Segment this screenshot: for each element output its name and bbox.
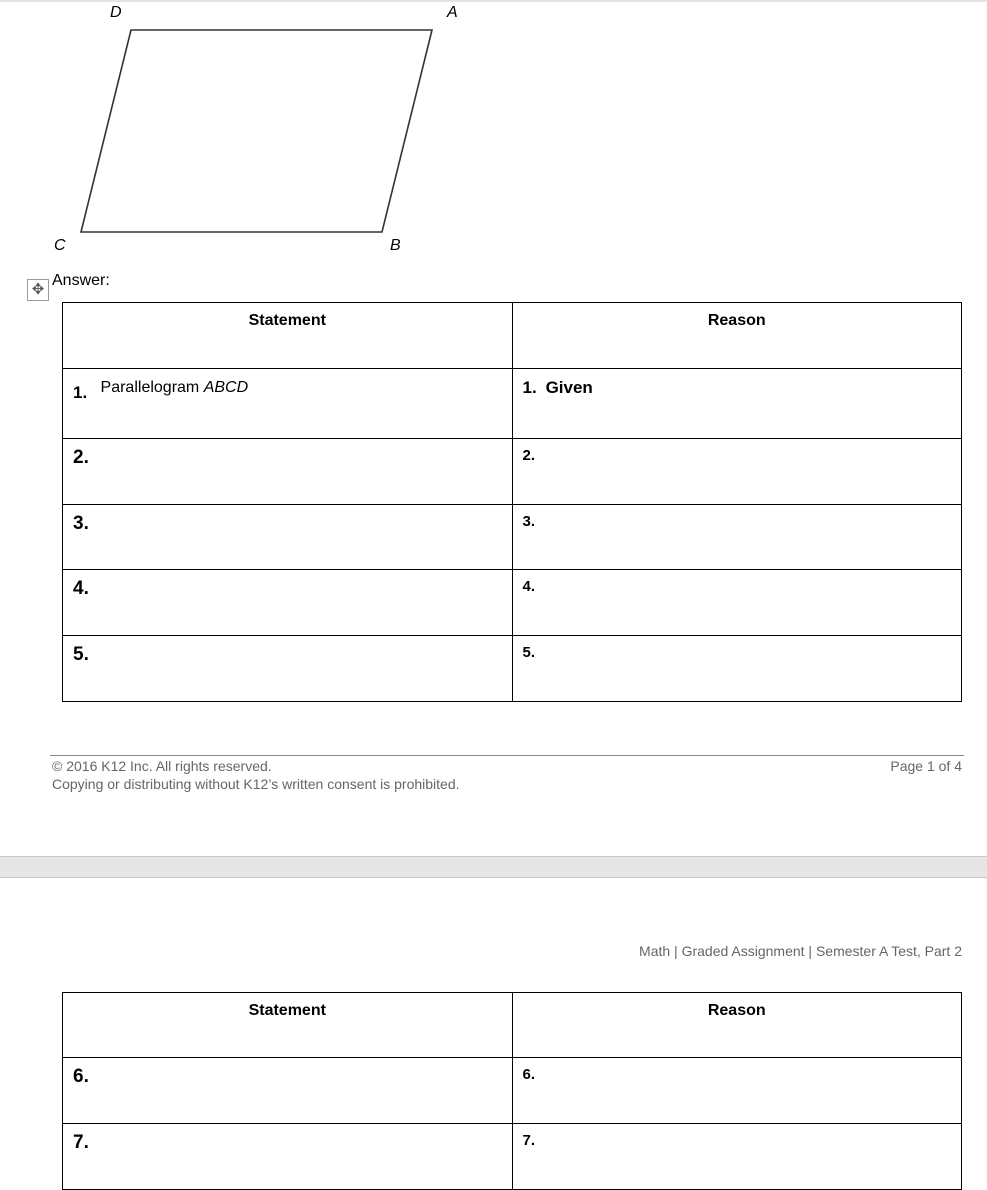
row-number: 4. bbox=[73, 578, 89, 599]
answer-label: Answer: bbox=[52, 272, 110, 289]
vertex-label-d: D bbox=[110, 4, 122, 21]
vertex-label-b: B bbox=[390, 237, 401, 254]
reason-number: 3. bbox=[522, 513, 536, 530]
statement-cell[interactable] bbox=[63, 505, 513, 570]
row-number: 2. bbox=[73, 447, 89, 468]
table-move-handle-icon[interactable]: ✥ bbox=[27, 279, 49, 301]
row-number: 3. bbox=[73, 513, 89, 534]
reason-cell[interactable] bbox=[512, 1124, 962, 1190]
proof-table-1 bbox=[62, 302, 962, 702]
reason-number: 2. bbox=[522, 447, 536, 464]
statement-cell[interactable] bbox=[63, 636, 513, 702]
header-statement: Statement bbox=[63, 993, 513, 1058]
header-reason: Reason bbox=[512, 993, 962, 1058]
footer-notice: Copying or distributing without K12’s written consent is prohibited. bbox=[52, 776, 460, 792]
reason-cell[interactable] bbox=[512, 439, 962, 505]
header-reason: Reason bbox=[512, 303, 962, 369]
reason-number: 5. bbox=[522, 644, 536, 661]
reason-number: 7. bbox=[522, 1132, 536, 1149]
reason-cell[interactable] bbox=[512, 570, 962, 636]
statement-cell[interactable] bbox=[63, 1058, 513, 1124]
statement-cell[interactable] bbox=[63, 439, 513, 505]
page-number: Page 1 of 4 bbox=[890, 758, 962, 774]
vertex-label-c: C bbox=[54, 237, 66, 254]
parallelogram-figure bbox=[0, 0, 500, 260]
footer-copyright: © 2016 K12 Inc. All rights reserved. bbox=[52, 758, 272, 774]
statement-cell[interactable] bbox=[63, 570, 513, 636]
reason-number: 6. bbox=[522, 1066, 536, 1083]
row-number: 1. bbox=[73, 383, 88, 402]
row-number: 5. bbox=[73, 644, 89, 665]
header-statement: Statement bbox=[63, 303, 513, 369]
reason-cell[interactable] bbox=[512, 369, 962, 439]
parallelogram-shape bbox=[81, 30, 432, 232]
reason-cell[interactable] bbox=[512, 1058, 962, 1124]
page-header: Math | Graded Assignment | Semester A Test, Part 2 bbox=[639, 943, 962, 959]
row-number: 7. bbox=[73, 1132, 89, 1153]
footer-divider bbox=[50, 755, 964, 756]
page-break bbox=[0, 856, 987, 878]
reason-number: 1. bbox=[522, 378, 537, 397]
statement-italic: ABCD bbox=[203, 379, 249, 396]
vertex-label-a: A bbox=[447, 4, 458, 21]
row-number: 6. bbox=[73, 1066, 89, 1087]
reason-number: 4. bbox=[522, 578, 536, 595]
proof-table-2 bbox=[62, 992, 962, 1190]
statement-text: Parallelogram bbox=[100, 379, 204, 396]
reason-cell[interactable] bbox=[512, 636, 962, 702]
reason-text: Given bbox=[545, 378, 593, 397]
reason-cell[interactable] bbox=[512, 505, 962, 570]
statement-cell[interactable] bbox=[63, 1124, 513, 1190]
statement-cell[interactable] bbox=[63, 369, 513, 439]
